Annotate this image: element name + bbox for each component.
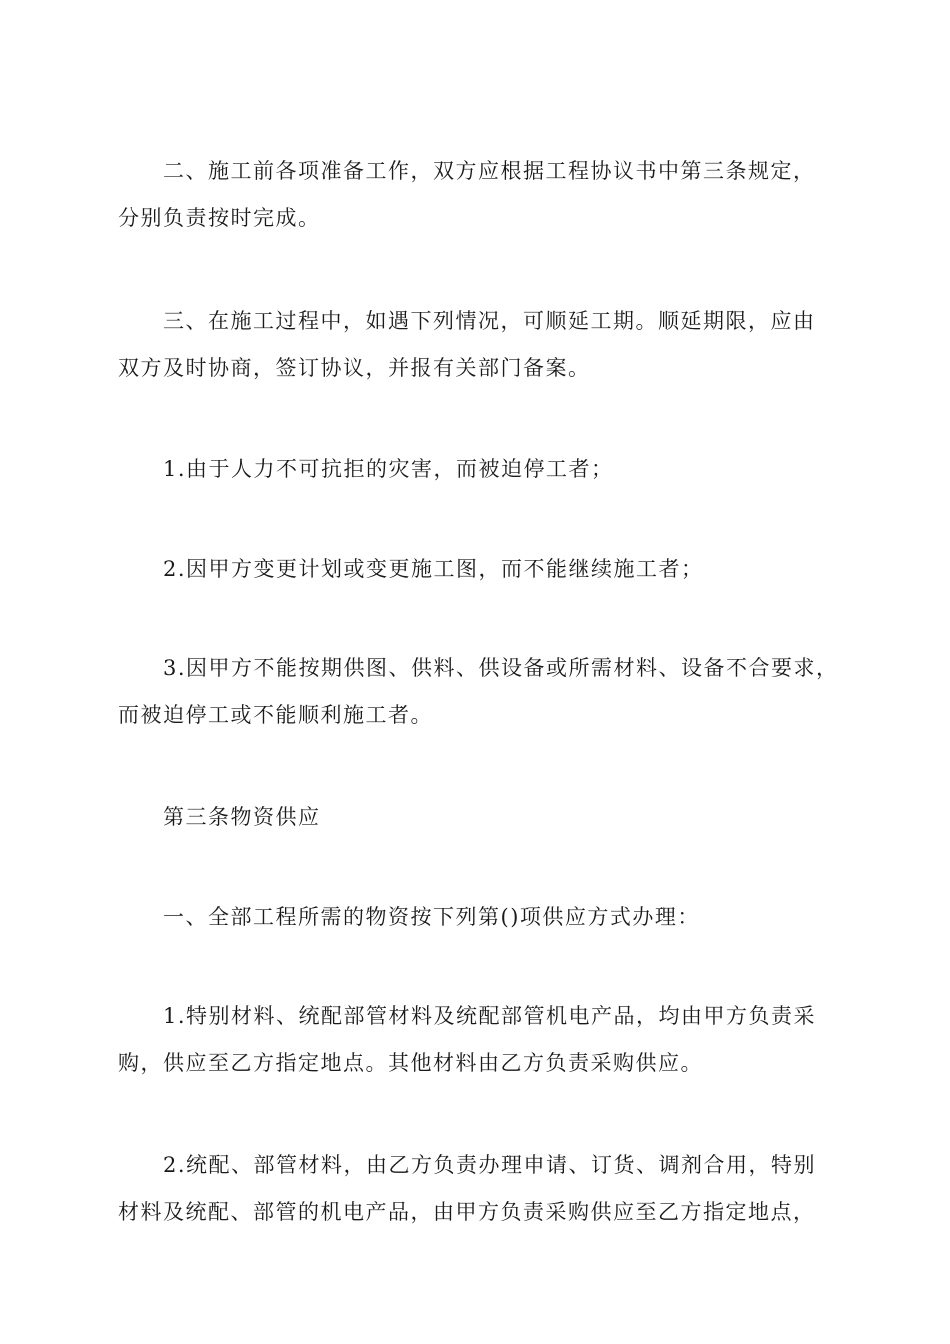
section-heading-material-supply [118, 794, 848, 841]
paragraph-line: 一、全部工程所需的物资按下列第()项供应方式办理： [163, 905, 700, 929]
paragraph-line: 二、施工前各项准备工作，双方应根据工程协议书中第三条规定， [163, 159, 816, 183]
paragraph-supply-method [118, 894, 848, 941]
paragraph-line: 1.由于人力不可抗拒的灾害，而被迫停工者； [163, 457, 614, 481]
section-heading: 第三条物资供应 [163, 805, 321, 829]
list-item-force-majeure [118, 446, 848, 493]
paragraph-line: 2.统配、部管材料，由乙方负责办理申请、订货、调剂合用，特别 [163, 1153, 817, 1177]
list-item-allocated-materials [118, 1142, 848, 1236]
list-item-special-materials [118, 993, 848, 1087]
paragraph-line: 材料及统配、部管的机电产品，由甲方负责采购供应至乙方指定地点， [118, 1200, 816, 1224]
paragraph-line: 双方及时协商，签订协议，并报有关部门备案。 [118, 356, 591, 380]
paragraph-line: 3.因甲方不能按期供图、供料、供设备或所需材料、设备不合要求， [163, 656, 839, 680]
paragraph-preparation-work [118, 148, 848, 242]
paragraph-line: 1.特别材料、统配部管材料及统配部管机电产品，均由甲方负责采 [163, 1004, 817, 1028]
paragraph-line: 三、在施工过程中，如遇下列情况，可顺延工期。顺延期限，应由 [163, 309, 816, 333]
paragraph-line: 分别负责按时完成。 [118, 206, 321, 230]
list-item-plan-change [118, 546, 848, 593]
list-item-supply-delay [118, 645, 848, 739]
paragraph-schedule-extension [118, 298, 848, 392]
paragraph-line: 购，供应至乙方指定地点。其他材料由乙方负责采购供应。 [118, 1051, 703, 1075]
paragraph-line: 2.因甲方变更计划或变更施工图，而不能继续施工者； [163, 557, 704, 581]
paragraph-line: 而被迫停工或不能顺利施工者。 [118, 703, 433, 727]
